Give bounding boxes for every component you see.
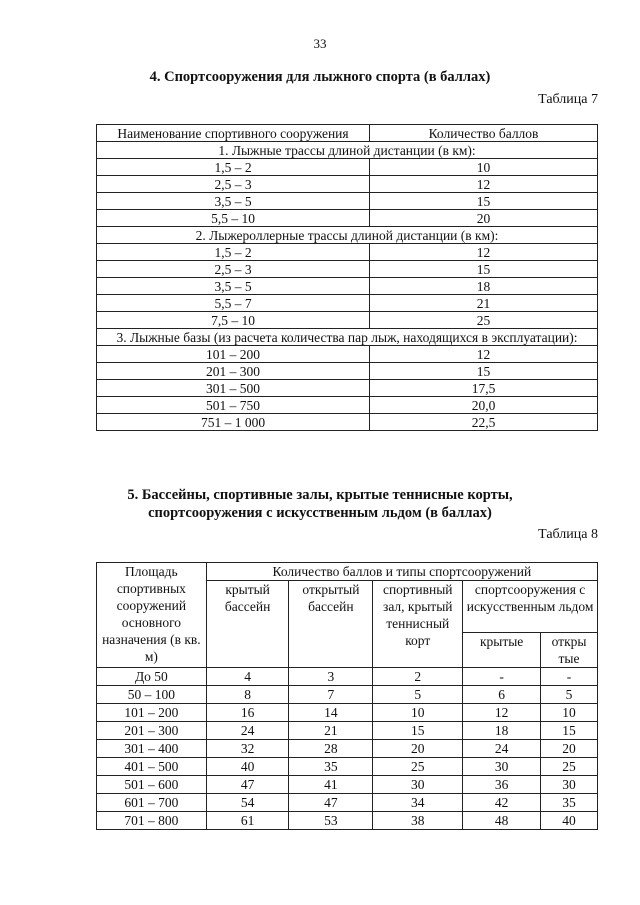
table-7-row — [97, 210, 598, 227]
range-cell: 1,5 – 2 — [97, 159, 370, 176]
table-7-row — [97, 380, 598, 397]
ice-open-cell: 10 — [541, 704, 598, 722]
points-cell: 25 — [370, 312, 598, 329]
group-title: 1. Лыжные трассы длиной дистанции (в км): — [97, 142, 598, 159]
area-cell: 101 – 200 — [97, 704, 207, 722]
area-cell: 201 – 300 — [97, 722, 207, 740]
ice-covered-cell: 12 — [463, 704, 541, 722]
range-cell: 201 – 300 — [97, 363, 370, 380]
table-8-row — [97, 668, 598, 686]
range-cell: 2,5 – 3 — [97, 176, 370, 193]
ice-covered-cell: 24 — [463, 740, 541, 758]
gym-cell: 15 — [373, 722, 463, 740]
area-cell: 601 – 700 — [97, 794, 207, 812]
table-7-row — [97, 159, 598, 176]
points-cell: 22,5 — [370, 414, 598, 431]
points-cell: 12 — [370, 346, 598, 363]
table-7-row — [97, 363, 598, 380]
table-7-group-row — [97, 329, 598, 346]
range-cell: 751 – 1 000 — [97, 414, 370, 431]
ice-open-cell: 25 — [541, 758, 598, 776]
group-title: 3. Лыжные базы (из расчета количества пар лыж, находящихся в эксплуатации): — [97, 329, 598, 346]
points-cell: 15 — [370, 363, 598, 380]
table-7-row — [97, 414, 598, 431]
area-cell: 401 – 500 — [97, 758, 207, 776]
header-ice-covered: крытые — [463, 633, 541, 668]
covered-pool-cell: 4 — [206, 668, 289, 686]
covered-pool-cell: 8 — [206, 686, 289, 704]
covered-pool-cell: 24 — [206, 722, 289, 740]
table-8-row — [97, 704, 598, 722]
table-7-row — [97, 312, 598, 329]
table-7-caption: Таблица 7 — [538, 92, 598, 107]
points-cell: 15 — [370, 261, 598, 278]
table-7 — [96, 124, 598, 431]
points-cell: 15 — [370, 193, 598, 210]
gym-cell: 30 — [373, 776, 463, 794]
ice-covered-cell: 48 — [463, 812, 541, 830]
page-number: 33 — [313, 36, 327, 51]
table-8-caption: Таблица 8 — [538, 527, 598, 542]
open-pool-cell: 47 — [289, 794, 373, 812]
ice-open-cell: 5 — [541, 686, 598, 704]
range-cell: 301 – 500 — [97, 380, 370, 397]
table-7-group-row — [97, 227, 598, 244]
range-cell: 101 – 200 — [97, 346, 370, 363]
header-points-and-types: Количество баллов и типы спортсооружений — [206, 563, 597, 581]
header-gym-tennis: спортивный зал, крытый теннисный корт — [373, 581, 463, 668]
header-facility-name: Наименование спортивного сооружения — [97, 125, 370, 142]
table-8-row — [97, 794, 598, 812]
open-pool-cell: 41 — [289, 776, 373, 794]
points-cell: 12 — [370, 244, 598, 261]
gym-cell: 25 — [373, 758, 463, 776]
open-pool-cell: 53 — [289, 812, 373, 830]
ice-open-cell: 35 — [541, 794, 598, 812]
area-cell: 301 – 400 — [97, 740, 207, 758]
points-cell: 21 — [370, 295, 598, 312]
range-cell: 3,5 – 5 — [97, 278, 370, 295]
table-7-row — [97, 176, 598, 193]
points-cell: 20,0 — [370, 397, 598, 414]
range-cell: 2,5 – 3 — [97, 261, 370, 278]
section-5-title-line-2: спортсооружения с искусственным льдом (в баллах) — [148, 505, 492, 521]
gym-cell: 34 — [373, 794, 463, 812]
covered-pool-cell: 32 — [206, 740, 289, 758]
gym-cell: 20 — [373, 740, 463, 758]
table-7-row — [97, 193, 598, 210]
header-area: Площадь спортивных сооружений основного назначения (в кв. м) — [97, 563, 207, 668]
section-5-title-line-1: 5. Бассейны, спортивные залы, крытые теннисные корты, — [127, 487, 513, 503]
points-cell: 12 — [370, 176, 598, 193]
points-cell: 17,5 — [370, 380, 598, 397]
open-pool-cell: 14 — [289, 704, 373, 722]
covered-pool-cell: 16 — [206, 704, 289, 722]
ice-covered-cell: - — [463, 668, 541, 686]
section-4-title: 4. Спортсооружения для лыжного спорта (в баллах) — [149, 69, 491, 85]
ice-covered-cell: 6 — [463, 686, 541, 704]
gym-cell: 2 — [373, 668, 463, 686]
covered-pool-cell: 47 — [206, 776, 289, 794]
ice-open-cell: 30 — [541, 776, 598, 794]
header-covered-pool: крытый бассейн — [206, 581, 289, 668]
range-cell: 5,5 – 7 — [97, 295, 370, 312]
area-cell: 50 – 100 — [97, 686, 207, 704]
area-cell: 701 – 800 — [97, 812, 207, 830]
table-7-row — [97, 244, 598, 261]
range-cell: 1,5 – 2 — [97, 244, 370, 261]
ice-covered-cell: 30 — [463, 758, 541, 776]
gym-cell: 38 — [373, 812, 463, 830]
table-8-row — [97, 686, 598, 704]
covered-pool-cell: 54 — [206, 794, 289, 812]
range-cell: 501 – 750 — [97, 397, 370, 414]
open-pool-cell: 28 — [289, 740, 373, 758]
ice-open-cell: 15 — [541, 722, 598, 740]
table-7-row — [97, 278, 598, 295]
ice-covered-cell: 18 — [463, 722, 541, 740]
ice-covered-cell: 42 — [463, 794, 541, 812]
points-cell: 18 — [370, 278, 598, 295]
table-7-row — [97, 346, 598, 363]
table-7-group-row — [97, 142, 598, 159]
ice-covered-cell: 36 — [463, 776, 541, 794]
header-ice-open: откры тые — [541, 633, 598, 668]
points-cell: 10 — [370, 159, 598, 176]
table-7-row — [97, 261, 598, 278]
range-cell: 5,5 – 10 — [97, 210, 370, 227]
range-cell: 3,5 – 5 — [97, 193, 370, 210]
range-cell: 7,5 – 10 — [97, 312, 370, 329]
header-artificial-ice: спортсооружения с искусственным льдом — [463, 581, 598, 633]
table-7-row — [97, 397, 598, 414]
table-8-header-row-1 — [97, 563, 598, 581]
table-8-row — [97, 776, 598, 794]
table-8-row — [97, 758, 598, 776]
open-pool-cell: 21 — [289, 722, 373, 740]
ice-open-cell: 20 — [541, 740, 598, 758]
header-open-pool: открытый бассейн — [289, 581, 373, 668]
ice-open-cell: 40 — [541, 812, 598, 830]
area-cell: До 50 — [97, 668, 207, 686]
points-cell: 20 — [370, 210, 598, 227]
table-7-header-row — [97, 125, 598, 142]
table-8 — [96, 562, 598, 830]
covered-pool-cell: 40 — [206, 758, 289, 776]
ice-open-cell: - — [541, 668, 598, 686]
table-8-row — [97, 812, 598, 830]
group-title: 2. Лыжероллерные трассы длиной дистанции (в км): — [97, 227, 598, 244]
header-points: Количество баллов — [370, 125, 598, 142]
table-8-row — [97, 740, 598, 758]
gym-cell: 5 — [373, 686, 463, 704]
open-pool-cell: 35 — [289, 758, 373, 776]
table-8-row — [97, 722, 598, 740]
covered-pool-cell: 61 — [206, 812, 289, 830]
open-pool-cell: 7 — [289, 686, 373, 704]
gym-cell: 10 — [373, 704, 463, 722]
area-cell: 501 – 600 — [97, 776, 207, 794]
table-7-row — [97, 295, 598, 312]
open-pool-cell: 3 — [289, 668, 373, 686]
